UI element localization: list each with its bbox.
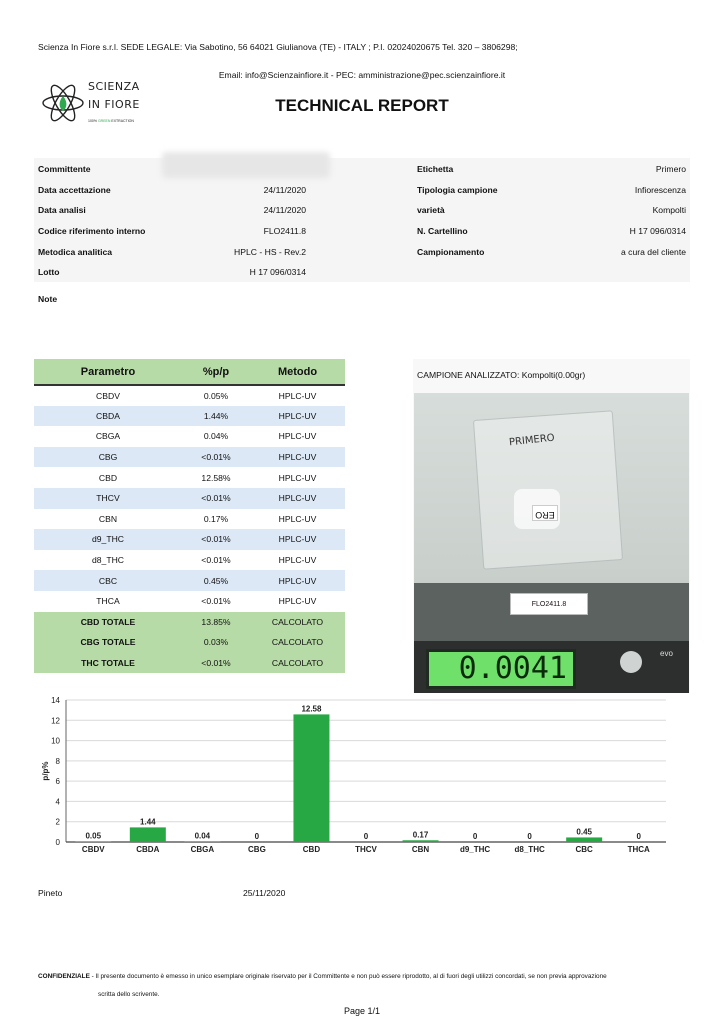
total-value: <0.01% xyxy=(182,653,250,674)
place: Pineto xyxy=(38,888,63,898)
param-value: <0.01% xyxy=(182,550,250,571)
param-name: THCV xyxy=(34,488,182,509)
param-value: 0.04% xyxy=(182,426,250,447)
y-axis-label: p/p% xyxy=(41,761,50,781)
table-row xyxy=(34,550,345,571)
param-value: 12.58% xyxy=(182,467,250,488)
logo-wordmark: SCIENZA IN FIORE xyxy=(88,80,140,111)
info-row-codice: Codice riferimento interno FLO2411.8 xyxy=(38,226,306,236)
x-tick-label: CBDA xyxy=(136,845,160,854)
param-name: CBG xyxy=(34,447,182,468)
x-tick-label: CBGA xyxy=(190,845,215,854)
bar xyxy=(566,837,602,842)
info-row-cartellino: N. Cartellino H 17 096/0314 xyxy=(417,226,686,236)
table-row xyxy=(34,591,345,612)
param-name: CBN xyxy=(34,509,182,530)
data-label: 0.45 xyxy=(576,827,592,837)
logo-tagline: 100% GREEN EXTRACTION xyxy=(88,119,134,123)
total-value: 13.85% xyxy=(182,612,250,633)
table-row xyxy=(34,467,345,488)
param-name: d8_THC xyxy=(34,550,182,571)
x-tick-label: d8_THC xyxy=(514,845,545,854)
x-tick-label: CBD xyxy=(302,845,321,854)
y-tick-label: 4 xyxy=(55,797,60,807)
info-panel xyxy=(34,158,690,282)
param-method: HPLC-UV xyxy=(250,426,345,447)
param-value: <0.01% xyxy=(182,447,250,468)
param-value: <0.01% xyxy=(182,591,250,612)
y-tick-label: 10 xyxy=(51,736,60,746)
data-label: 0.05 xyxy=(85,831,102,841)
bar xyxy=(75,841,111,842)
confidential-text-2: scritta dello scrivente. xyxy=(98,991,160,998)
param-value: 0.45% xyxy=(182,570,250,591)
header-percent: %p/p xyxy=(182,359,250,385)
total-row xyxy=(34,632,345,653)
info-row-data-analisi: Data analisi 24/11/2020 xyxy=(38,205,306,215)
param-method: HPLC-UV xyxy=(250,488,345,509)
param-method: HPLC-UV xyxy=(250,406,345,427)
data-label: 0 xyxy=(527,832,532,841)
info-row-campionamento: Campionamento a cura del cliente xyxy=(417,247,686,257)
total-method: CALCOLATO xyxy=(250,653,345,674)
y-tick-label: 6 xyxy=(55,777,60,787)
param-value: 0.05% xyxy=(182,385,250,406)
param-method: HPLC-UV xyxy=(250,509,345,530)
table-row xyxy=(34,426,345,447)
x-tick-label: CBC xyxy=(575,845,593,854)
y-tick-label: 12 xyxy=(51,716,60,726)
table-row xyxy=(34,529,345,550)
bar xyxy=(403,840,439,842)
info-row-etichetta: Etichetta Primero xyxy=(417,164,686,174)
data-label: 12.58 xyxy=(301,704,322,714)
y-tick-label: 0 xyxy=(55,838,60,847)
param-value: 1.44% xyxy=(182,406,250,427)
table-header-row xyxy=(34,359,345,385)
data-label: 0 xyxy=(472,832,478,841)
x-tick-label: d9_THC xyxy=(459,845,491,854)
param-value: <0.01% xyxy=(182,488,250,509)
header-parametro: Parametro xyxy=(34,359,182,385)
total-value: 0.03% xyxy=(182,632,250,653)
page-number: Page 1/1 xyxy=(343,1006,381,1016)
company-contacts: Email: info@Scienzainfiore.it - PEC: amministrazione@pec.scienzainfiore.it xyxy=(218,70,506,80)
y-tick-label: 8 xyxy=(55,756,60,766)
bar-chart xyxy=(32,694,672,859)
data-label: 0.04 xyxy=(194,831,211,841)
param-name: CBGA xyxy=(34,426,182,447)
param-value: 0.17% xyxy=(182,509,250,530)
param-method: HPLC-UV xyxy=(250,591,345,612)
table-row xyxy=(34,447,345,468)
scale xyxy=(414,641,689,693)
x-tick-label: CBN xyxy=(411,845,430,854)
data-label: 1.44 xyxy=(140,817,156,827)
param-method: HPLC-UV xyxy=(250,467,345,488)
info-row-data-accettazione: Data accettazione 24/11/2020 xyxy=(38,185,306,195)
table-row xyxy=(34,488,345,509)
param-method: HPLC-UV xyxy=(250,570,345,591)
param-name: CBD xyxy=(34,467,182,488)
param-name: d9_THC xyxy=(34,529,182,550)
data-label: 0 xyxy=(254,832,260,841)
sample-title: CAMPIONE ANALIZZATO: Kompolti(0.00gr) xyxy=(417,370,586,380)
info-row-tipologia: Tipologia campione Infiorescenza xyxy=(417,185,686,195)
table-row xyxy=(34,385,345,406)
sample-card: FLO2411.8 xyxy=(510,593,588,615)
total-name: CBG TOTALE xyxy=(34,632,182,653)
bag-tag: ERO xyxy=(532,505,558,521)
confidential-label: CONFIDENZIALE xyxy=(38,973,90,980)
header-metodo: Metodo xyxy=(250,359,345,385)
note-label: Note xyxy=(38,294,58,304)
param-method: HPLC-UV xyxy=(250,385,345,406)
x-tick-label: CBDV xyxy=(81,845,105,854)
param-method: HPLC-UV xyxy=(250,529,345,550)
param-name: CBDA xyxy=(34,406,182,427)
bag-label: PRIMERO xyxy=(508,432,556,449)
param-value: <0.01% xyxy=(182,529,250,550)
sample-photo xyxy=(414,393,689,693)
data-label: 0 xyxy=(636,832,641,841)
table-row xyxy=(34,406,345,427)
y-tick-label: 2 xyxy=(55,817,60,827)
scale-knob-icon xyxy=(620,651,642,673)
total-row xyxy=(34,612,345,633)
report-title: TECHNICAL REPORT xyxy=(275,96,449,115)
param-method: HPLC-UV xyxy=(250,550,345,571)
x-tick-label: CBG xyxy=(248,845,266,854)
param-name: CBDV xyxy=(34,385,182,406)
bar xyxy=(293,714,329,842)
table-row xyxy=(34,509,345,530)
scale-brand: evo xyxy=(660,649,673,658)
total-name: CBD TOTALE xyxy=(34,612,182,633)
data-label: 0 xyxy=(363,832,369,841)
total-name: THC TOTALE xyxy=(34,653,182,674)
scale-display: 0.0041 xyxy=(426,649,576,689)
confidential-text: - Il presente documento è emesso in unico esemplare originale riservato per il Committente e non può essere riprodotto, al di fuori degli utilizzi concordati, se non previa approvazione xyxy=(89,973,607,980)
table-row xyxy=(34,570,345,591)
total-row xyxy=(34,653,345,674)
x-tick-label: THCA xyxy=(627,845,650,854)
company-address: Scienza In Fiore s.r.l. SEDE LEGALE: Via Sabotino, 56 64021 Giulianova (TE) - ITALY ; P.I. 02024020675 Tel. 320 – 3806298; xyxy=(38,42,518,52)
x-tick-label: THCV xyxy=(355,845,377,854)
y-tick-label: 14 xyxy=(51,696,60,705)
confidential-notice xyxy=(38,968,688,1004)
parameters-table xyxy=(34,359,345,673)
report-date: 25/11/2020 xyxy=(243,888,286,898)
param-name: CBC xyxy=(34,570,182,591)
bar xyxy=(130,827,166,842)
total-method: CALCOLATO xyxy=(250,612,345,633)
info-row-metodica: Metodica analitica HPLC - HS - Rev.2 xyxy=(38,247,306,257)
param-name: THCA xyxy=(34,591,182,612)
info-row-lotto: Lotto H 17 096/0314 xyxy=(38,267,306,277)
param-method: HPLC-UV xyxy=(250,447,345,468)
total-method: CALCOLATO xyxy=(250,632,345,653)
redacted-committente xyxy=(162,152,330,178)
info-row-varieta: varietà Kompolti xyxy=(417,205,686,215)
data-label: 0.17 xyxy=(412,830,429,840)
